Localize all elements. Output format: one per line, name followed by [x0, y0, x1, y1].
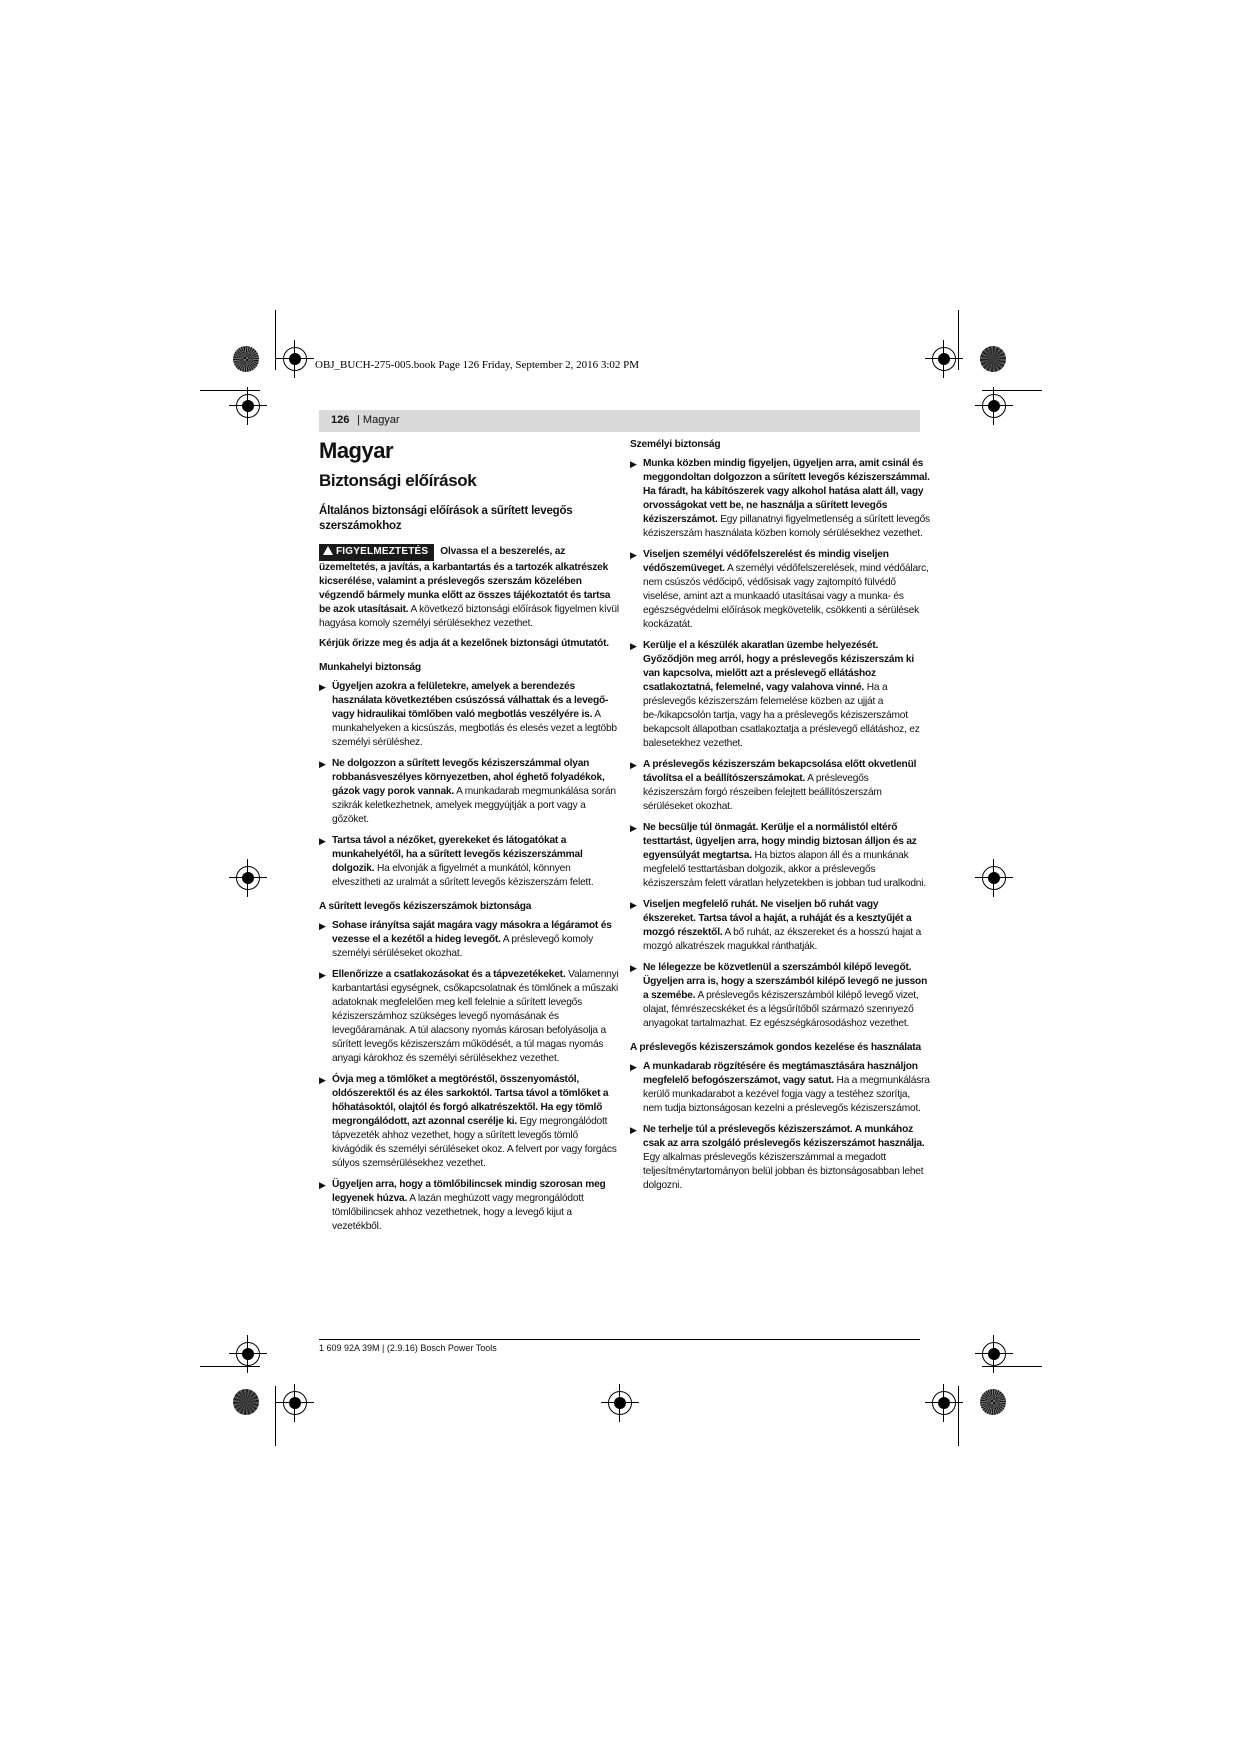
- registration-target-icon: [982, 866, 1006, 890]
- bullet-arrow-icon: ▶: [630, 823, 637, 833]
- bullet-list: [319, 919, 619, 1234]
- item-normal-text: Ha a megmunkálásra kerülő munkadarabot a kezével fogja vagy a testéhez szorítja, nem tudja biztonságosan kezelni a préslevegős kéziszerszámot.: [643, 1075, 930, 1114]
- left-sections: [319, 661, 619, 1234]
- list-item: [630, 758, 930, 814]
- bullet-arrow-icon: ▶: [630, 641, 637, 651]
- registration-target-icon: [283, 1391, 307, 1415]
- bullet-arrow-icon: ▶: [630, 550, 637, 560]
- bullet-arrow-icon: ▶: [319, 970, 326, 980]
- bullet-arrow-icon: ▶: [630, 459, 637, 469]
- item-bold-text: Ne lélegezze be közvetlenül a szerszámból kilépő levegőt. Ügyeljen arra is, hogy a szerszámból kilépő levegő ne jusson a szemébe.: [643, 962, 928, 1001]
- bullet-arrow-icon: ▶: [319, 921, 326, 931]
- registration-target-icon: [932, 347, 956, 371]
- registration-target-icon: [236, 866, 260, 890]
- bullet-arrow-icon: ▶: [319, 1180, 326, 1190]
- bullet-arrow-icon: ▶: [630, 900, 637, 910]
- list-item: [319, 1178, 619, 1234]
- item-normal-text: A préslevegős kéziszerszám forgó részeiben felejtett beállítószerszám sérüléseket okozhat.: [643, 773, 882, 812]
- bullet-arrow-icon: ▶: [319, 682, 326, 692]
- list-item: [630, 898, 930, 954]
- item-normal-text: Valamennyi karbantartási egységnek, csőkapcsolatnak és tömlőnek a műszaki adatoknak megfelelően meg kell felelnie a sűrített levegős kéziszerszámhoz szükséges levegő nyomásának és levegőáramának. A túl alacsony nyomás károsan befolyásolja a sűrített levegős kéziszerszám működését, a túl magas nyomás anyagi károkhoz és személyi sérülésekhez vezethet.: [332, 969, 619, 1064]
- registration-starburst-icon: [233, 1389, 259, 1415]
- right-column: [630, 438, 930, 1200]
- right-sections: [630, 438, 930, 1193]
- item-normal-text: Ha a préslevegős kéziszerszám felemelése közben az ujját a be-/kikapcsolón tartja, vagy ha a préslevegős kéziszerszámot bekapcsolt állapotban csatlakoztatja a préslevegő ellátáshoz, ez balesetekhez vezethet.: [643, 682, 920, 749]
- registration-target-icon: [608, 1391, 632, 1415]
- section-heading: A sűrített levegős kéziszerszámok biztonsága: [319, 901, 532, 912]
- registration-target-icon: [932, 1391, 956, 1415]
- list-item: [319, 757, 619, 827]
- item-bold-text: Ne becsülje túl önmagát. Kerülje el a normálistól eltérő testtartást, ügyeljen arra, hogy mindig biztosan álljon és az egyensúlyát megtartsa.: [643, 822, 917, 861]
- list-item: [630, 1060, 930, 1116]
- item-bold-text: Ügyeljen arra, hogy a tömlőbilincsek mindig szorosan meg legyenek húzva.: [332, 1179, 606, 1204]
- list-item: [319, 834, 619, 890]
- list-item: [319, 968, 619, 1066]
- registration-starburst-icon: [233, 346, 259, 372]
- bullet-arrow-icon: ▶: [319, 759, 326, 769]
- footer: 1 609 92A 39M | (2.9.16) Bosch Power Tools: [319, 1343, 497, 1353]
- item-bold-text: A préslevegős kéziszerszám bekapcsolása előtt okvetlenül távolítsa el a beállítószerszámokat.: [643, 759, 917, 784]
- warning-triangle-icon: [323, 546, 333, 555]
- warning-badge-label: FIGYELMEZTETÉS: [336, 546, 429, 557]
- page-number: 126: [331, 414, 350, 426]
- item-bold-text: Ne dolgozzon a sűrített levegős kéziszerszámmal olyan robbanásveszélyes környezetben, ahol éghető folyadékok, gázok vagy porok vannak.: [332, 758, 605, 797]
- item-bold-text: Viseljen személyi védőfelszerelést és mindig viseljen védőszemüveget.: [643, 549, 889, 574]
- bullet-arrow-icon: ▶: [319, 1075, 326, 1085]
- bullet-arrow-icon: ▶: [319, 836, 326, 846]
- registration-target-icon: [982, 1342, 1006, 1366]
- list-item: [630, 639, 930, 751]
- warning-bold-text: Olvassa el a beszerelés, az üzemeltetés, a javítás, a karbantartás és a tartozék alkatrészek kicserélése, valamint a préslevegős szerszám közelében végzendő bármely munka előtt az összes tájékoztatót és tartsa be azok utasításait.: [319, 546, 611, 615]
- item-normal-text: A munkahelyeken a kicsúszás, megbotlás és elesés vezet a legtöbb személyi sérüléshez.: [332, 709, 617, 748]
- item-bold-text: Ügyeljen azokra a felületekre, amelyek a berendezés használata következtében csúszóssá válhattak és a levegő- vagy hidraulikai tömlőben való megbotlás veszélyére is.: [332, 681, 609, 720]
- item-bold-text: Ne terhelje túl a préslevegős kéziszerszámot. A munkához csak az arra szolgáló préslevegős kéziszerszámot használja.: [643, 1124, 925, 1149]
- bullet-arrow-icon: ▶: [630, 760, 637, 770]
- general-safety-title: Általános biztonsági előírások a sűrített levegős szerszámokhoz: [319, 505, 573, 532]
- registration-target-icon: [236, 394, 260, 418]
- header-language: | Magyar: [357, 414, 400, 426]
- bullet-list: [630, 1060, 930, 1193]
- warning-normal-text: A következő biztonsági előírások figyelmen kívül hagyása komoly személyi sérülésekhez vezethet.: [319, 604, 619, 629]
- keep-instructions-note: Kérjük őrizze meg és adja át a kezelőnek biztonsági útmutatót.: [319, 638, 609, 649]
- item-normal-text: Egy pillanatnyi figyelmetlenség a sűrített levegős kéziszerszám használata közben komoly sérülésekhez vezethet.: [643, 514, 930, 539]
- item-normal-text: A préslevegő komoly személyi sérüléseket okozhat.: [332, 934, 593, 959]
- bullet-list: [630, 457, 930, 1031]
- item-bold-text: Óvja meg a tömlőket a megtöréstől, összenyomástól, oldószerektől és az éles sarkoktól. Tartsa távol a tömlőket a hőhatásoktól, olajtól és forgó alkatrészektől. Ha egy tömlő megrongálódott, azt azonnal cserélje ki.: [332, 1074, 609, 1127]
- warning-badge: [319, 544, 434, 561]
- list-item: [630, 961, 930, 1031]
- list-item: [630, 821, 930, 891]
- registration-target-icon: [236, 1342, 260, 1366]
- item-bold-text: Munka közben mindig figyeljen, ügyeljen arra, amit csinál és meggondoltan dolgozzon a sűrített levegős kéziszerszámmal. Ha fáradt, ha kábítószerek vagy alkohol hatása alatt áll, vagy orvosságokat vett be, ne használja a sűrített levegős kéziszerszámot.: [643, 458, 930, 525]
- item-normal-text: Egy alkalmas préslevegős kéziszerszámmal a megadott teljesítménytartományon belül jobban és biztonságosabban lehet dolgozni.: [643, 1152, 924, 1191]
- item-normal-text: Egy megrongálódott tápvezeték ahhoz vezethet, hogy a sűrített levegős tömlő kivágódik és személyi sérüléseket okoz. A felvert por vagy forgács súlyos szemsérülésekhez vezethet.: [332, 1116, 617, 1169]
- registration-starburst-icon: [980, 1389, 1006, 1415]
- bullet-list: [319, 680, 619, 890]
- item-normal-text: A munkadarab megmunkálása során szikrák keletkezhetnek, amelyek meggyújtják a port vagy a gőzöket.: [332, 786, 616, 825]
- section-title: Biztonsági előírások: [319, 471, 477, 490]
- item-bold-text: Viseljen megfelelő ruhát. Ne viseljen bő ruhát vagy ékszereket. Tartsa távol a haját, a ruháját és a kesztyűjét a mozgó részektől.: [643, 899, 912, 938]
- list-item: [630, 1123, 930, 1193]
- item-bold-text: Kerülje el a készülék akaratlan üzembe helyezését. Győződjön meg arról, hogy a préslevegős kéziszerszám ki van kapcsolva, mielőtt azt a préslevegő ellátáshoz csatlakoztatná, felemelné, vagy valahova vinné.: [643, 640, 914, 693]
- list-item: [630, 457, 930, 541]
- registration-starburst-icon: [980, 346, 1006, 372]
- item-bold-text: Sohase irányítsa saját magára vagy másokra a légáramot és vezesse el a kezétől a hideg levegőt.: [332, 920, 612, 945]
- page-title: Magyar: [319, 438, 394, 463]
- bullet-arrow-icon: ▶: [630, 1062, 637, 1072]
- list-item: [319, 919, 619, 961]
- registration-target-icon: [982, 394, 1006, 418]
- item-bold-text: Ellenőrizze a csatlakozásokat és a tápvezetékeket.: [332, 969, 566, 980]
- warning-paragraph: [319, 544, 619, 631]
- registration-target-icon: [283, 347, 307, 371]
- bullet-arrow-icon: ▶: [630, 963, 637, 973]
- bullet-arrow-icon: ▶: [630, 1125, 637, 1135]
- item-bold-text: Tartsa távol a nézőket, gyerekeket és látogatókat a munkahelyétől, ha a sűrített levegős kéziszerszámmal dolgozik.: [332, 835, 583, 874]
- running-header: [319, 410, 920, 432]
- item-normal-text: A préslevegős kéziszerszámból kilépő levegő vizet, olajat, fémrészecskéket és a légsűrítőből származó szennyező anyagokat tartalmazhat. Ez egészségkárosodáshoz vezethet.: [643, 990, 919, 1029]
- left-column: [319, 440, 619, 1241]
- list-item: [319, 1073, 619, 1171]
- item-normal-text: A bő ruhát, az ékszereket és a hosszú hajat a mozgó alkatrészek magukkal ránthatják.: [643, 927, 922, 952]
- list-item: [319, 680, 619, 750]
- item-bold-text: A munkadarab rögzítésére és megtámasztására használjon megfelelő befogószerszámot, vagy satut.: [643, 1061, 918, 1086]
- item-normal-text: A lazán meghúzott vagy megrongálódott tömlőbilincsek ahhoz vezethetnek, hogy a levegő kijut a vezetékből.: [332, 1193, 584, 1232]
- item-normal-text: Ha elvonják a figyelmét a munkától, könnyen elveszítheti az uralmát a sűrített levegős kéziszerszám felett.: [332, 863, 594, 888]
- section-heading: Munkahelyi biztonság: [319, 662, 421, 673]
- footer-rule: [319, 1339, 920, 1340]
- list-item: [630, 548, 930, 632]
- section-heading: Személyi biztonság: [630, 439, 721, 450]
- item-normal-text: A személyi védőfelszerelések, mind védőálarc, nem csúszós védőcipő, védősisak vagy zajtompító fülvédő viselése, amint azt a munkaadó utasításai vagy a munka- és egészségvédelmi előírások megkövetelik, csökkenti a sérülések kockázatát.: [643, 563, 929, 630]
- file-header: OBJ_BUCH-275-005.book Page 126 Friday, September 2, 2016 3:02 PM: [315, 359, 640, 371]
- item-normal-text: Ha biztos alapon áll és a munkának megfelelő testtartásban dolgozik, akkor a préslevegős kéziszerszám felett váratlan helyzetekben is jobban tud uralkodni.: [643, 850, 926, 889]
- section-heading: A préslevegős kéziszerszámok gondos kezelése és használata: [630, 1042, 921, 1053]
